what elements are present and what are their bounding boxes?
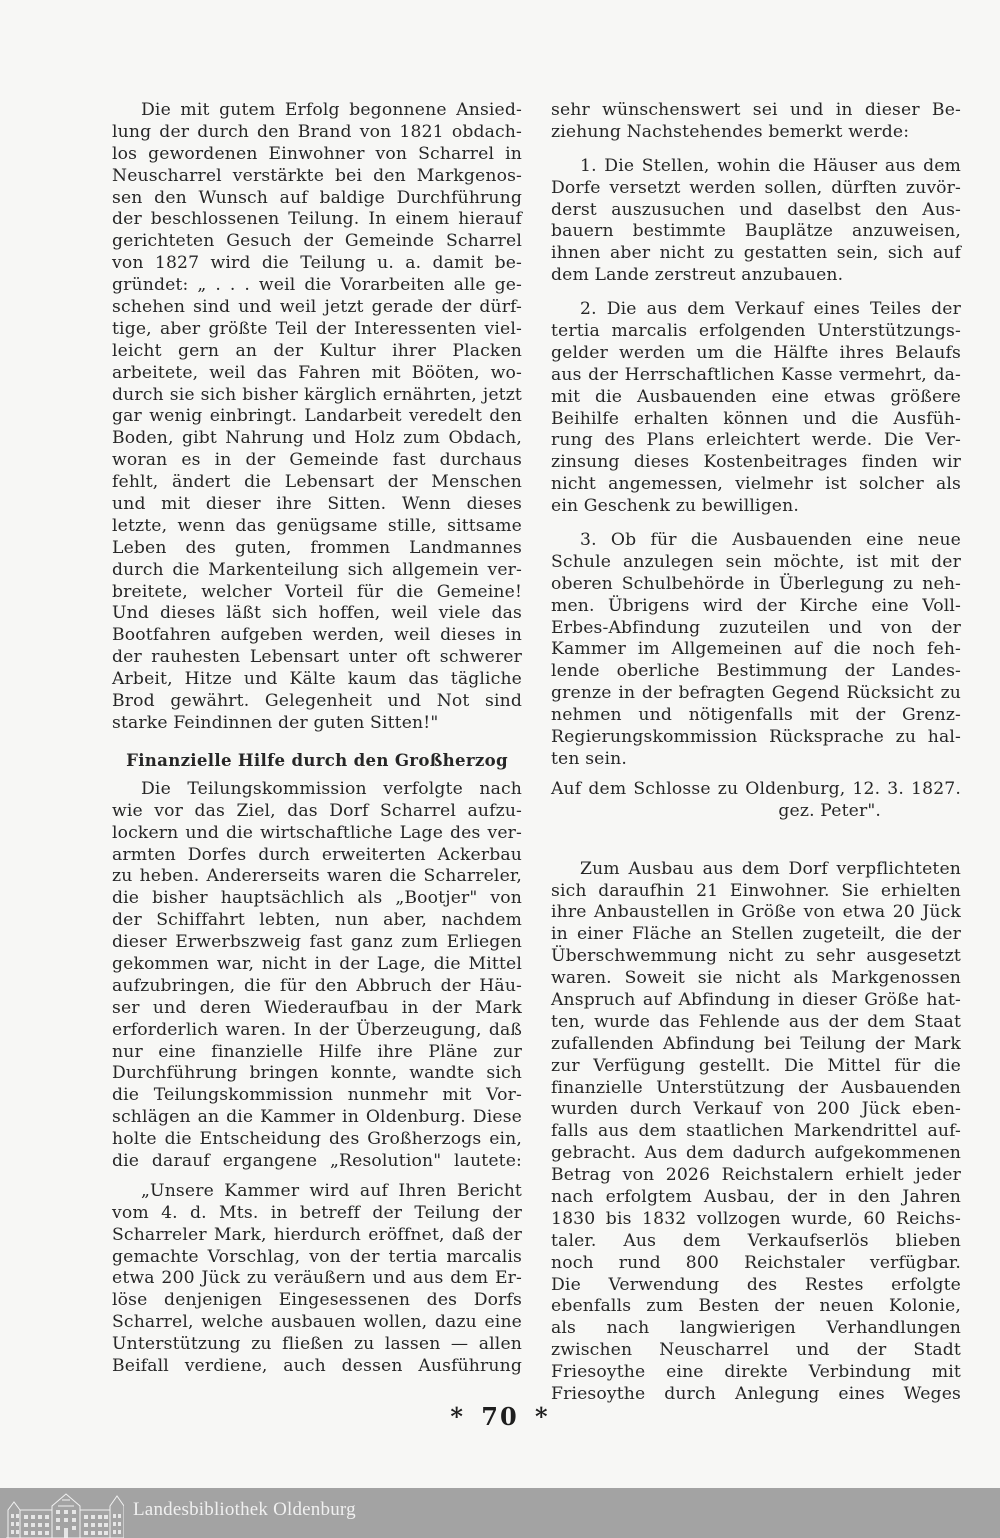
text-line: zwischen Neuscharrel und der Stadt <box>551 1340 961 1361</box>
text-line: „Unsere Kammer wird auf Ihren Bericht <box>141 1180 522 1201</box>
text-line: der rauhesten Lebensart unter oft schwerer <box>112 647 522 668</box>
place-date-line: Auf dem Schlosse zu Oldenburg, 12. 3. 1827. <box>551 778 961 799</box>
page-number: * 70 * <box>450 1402 550 1431</box>
right-column <box>551 100 961 1406</box>
text-line: gekommen war, nicht in der Lage, die Mittel <box>112 953 522 974</box>
text-line: vom 4. d. Mts. in betreff der Teilung der <box>112 1202 522 1223</box>
text-line: noch rund 800 Reichstaler verfügbar. <box>551 1252 961 1273</box>
text-line: bauern bestimmte Bauplätze anzuweisen, <box>551 221 961 242</box>
text-line: dieser Erwerbszweig fast ganz zum Erliegen <box>112 932 522 953</box>
text-line: leicht gern an der Kultur ihrer Placken <box>112 340 522 361</box>
text-line: schlägen an die Kammer in Oldenburg. Diese <box>112 1107 522 1128</box>
text-line: gerichteten Gesuch der Gemeinde Scharrel <box>112 231 522 252</box>
text-line: tertia marcalis erfolgenden Unterstützungs- <box>551 321 961 342</box>
text-line: ein Geschenk zu bewilligen. <box>551 496 799 517</box>
text-line: schehen sind und weil jetzt gerade der dürf- <box>112 297 522 318</box>
text-line: men. Übrigens wird der Kirche eine Voll- <box>551 595 961 616</box>
text-line: aufzubringen, die für den Abbruch der Häu- <box>112 975 522 996</box>
text-line: lung der durch den Brand von 1821 obdach- <box>112 121 522 142</box>
text-line: Durchführung bringen konnte, wandte sich <box>112 1063 522 1084</box>
text-line: aus der Herrschaftlichen Kasse vermehrt, da- <box>551 364 961 385</box>
text-line: gar wenig einbringt. Landarbeit veredelt den <box>112 406 522 427</box>
text-line: die bisher hauptsächlich als „Bootjer" von <box>112 888 522 909</box>
text-line: 1. Die Stellen, wohin die Häuser aus dem <box>580 155 961 176</box>
text-line: Erbes-Abfindung zuzuteilen und von der <box>551 617 961 638</box>
text-line: gebracht. Aus dem dadurch aufgekommenen <box>551 1143 961 1164</box>
text-line: Leben des guten, frommen Landmannes <box>112 537 522 558</box>
text-line: Unterstützung zu fließen zu lassen — allen <box>112 1334 522 1355</box>
text-line: Die Teilungskommission verfolgte nach <box>141 778 522 799</box>
text-line: Die Verwendung des Restes erfolgte <box>551 1274 961 1295</box>
text-line: taler. Aus dem Verkaufserlös blieben <box>551 1230 961 1251</box>
text-line: nur eine finanzielle Hilfe ihre Pläne zur <box>112 1041 522 1062</box>
text-line: nehmen und nötigenfalls mit der Grenz- <box>551 705 961 726</box>
text-line: der Schiffahrt lebten, nun aber, nachdem <box>112 910 522 931</box>
text-line: nicht angemessen, vielmehr ist solcher als <box>551 474 961 495</box>
text-line: rung des Plans erleichtert werde. Die Ver- <box>551 430 961 451</box>
text-line: ihre Anbaustellen in Größe von etwa 20 Jück <box>551 902 961 923</box>
text-line: ebenfalls zum Besten der neuen Kolonie, <box>551 1296 961 1317</box>
text-line: Friesoythe durch Anlegung eines Weges <box>551 1383 961 1404</box>
text-line: derst auszusuchen und daselbst den Aus- <box>551 199 961 220</box>
paragraph <box>551 100 961 144</box>
text-line: Die mit gutem Erfolg begonnene Ansied- <box>141 100 522 120</box>
text-line: ser und deren Wiederaufbau in der Mark <box>112 997 522 1018</box>
signature-line: gez. Peter". <box>778 800 881 821</box>
text-line: Scharreler Mark, hierdurch eröffnet, daß der <box>112 1224 522 1245</box>
text-line: durch sie sich bisher kärglich ernährten, jetzt <box>112 384 522 405</box>
text-line: letzte, wenn das genügsame stille, sittsame <box>112 515 522 536</box>
text-line: finanzielle Unterstützung der Ausbauenden <box>551 1077 961 1098</box>
text-line: tige, aber größte Teil der Interessenten viel- <box>112 318 522 339</box>
text-line: woran es in der Gemeinde fast durchaus <box>112 450 522 471</box>
list-item-1 <box>551 156 961 287</box>
quote-paragraph <box>112 1181 522 1378</box>
text-line: waren. Soweit sie nicht als Markgenossen <box>551 968 961 989</box>
text-line: lockern und die wirtschaftliche Lage des ver- <box>112 822 522 843</box>
text-line: von 1827 wird die Teilung u. a. damit be- <box>112 253 522 274</box>
text-line: Beifall verdiene, auch dessen Ausführung <box>112 1355 522 1376</box>
text-line: arbeitete, weil das Fahren mit Bööten, wo- <box>112 362 522 383</box>
text-line: Boden, gibt Nahrung und Holz zum Obdach, <box>112 428 522 449</box>
text-line: ten sein. <box>551 748 627 769</box>
text-line: zinsung dieses Kostenbeitrages finden wir <box>551 452 961 473</box>
text-line: dem Lande zerstreut anzubauen. <box>551 265 844 286</box>
text-line: zufallenden Abfindung bei Teilung der Mark <box>551 1033 961 1054</box>
text-line: Bootfahren aufgeben werden, weil dieses in <box>112 625 522 646</box>
text-line: Scharrel, welche ausbauen wollen, dazu eine <box>112 1312 522 1333</box>
text-line: sehr wünschenswert sei und in dieser Be- <box>551 100 961 120</box>
footer-bar <box>0 1488 1000 1538</box>
text-line: los gewordenen Einwohner von Scharrel in <box>112 143 522 164</box>
left-column <box>112 100 522 1378</box>
text-line: gelder werden um die Hälfte ihres Belaufs <box>551 342 961 363</box>
text-line: ten, wurde das Fehlende aus der dem Staat <box>551 1011 961 1032</box>
text-line: als nach langwierigen Verhandlungen <box>551 1318 961 1339</box>
text-line: lende oberliche Bestimmung der Landes- <box>551 661 961 682</box>
text-line: ihnen aber nicht zu gestatten sein, sich auf <box>551 243 961 264</box>
text-line: 1830 bis 1832 vollzogen wurde, 60 Reichs- <box>551 1208 961 1229</box>
text-line: ziehung Nachstehendes bemerkt werde: <box>551 121 910 142</box>
text-line: holte die Entscheidung des Großherzogs ein, <box>112 1129 522 1150</box>
text-line: der beschlossenen Teilung. In einem hierauf <box>112 209 522 230</box>
text-line: Neuscharrel verstärkte bei den Markgenos- <box>112 165 522 186</box>
text-line: gemachte Vorschlag, von der tertia marcalis <box>112 1246 522 1267</box>
list-item-3 <box>551 530 961 771</box>
text-line: und mit dieser ihre Sitten. Wenn dieses <box>112 494 522 515</box>
text-line: Schule anzulegen sein möchte, ist mit der <box>551 551 961 572</box>
text-line: oberen Schulbehörde in Überlegung zu neh- <box>551 573 961 594</box>
spacer <box>551 518 961 530</box>
text-line: etwa 200 Jück zu veräußern und aus dem Er- <box>112 1268 522 1289</box>
paragraph <box>112 100 522 735</box>
text-line: löse denjenigen Eingesessenen des Dorfs <box>112 1290 522 1311</box>
paragraph <box>551 859 961 1406</box>
text-line: mit die Ausbauenden eine etwas größere <box>551 386 961 407</box>
text-line: zur Verfügung gestellt. Die Mittel für die <box>551 1055 961 1076</box>
text-line: Brod gewährt. Gelegenheit und Not sind <box>112 691 522 712</box>
text-line: nach erfolgtem Ausbau, der in den Jahren <box>551 1186 961 1207</box>
spacer <box>112 1173 522 1181</box>
text-line: Regierungskommission Rücksprache zu hal- <box>551 727 961 748</box>
text-line: gründet: „ . . . weil die Vorarbeiten alle ge- <box>112 275 522 296</box>
text-line: armten Dorfes durch erweiterten Ackerbau <box>112 844 522 865</box>
text-line: die darauf ergangene „Resolution" lautete: <box>112 1150 522 1171</box>
text-line: sich daraufhin 21 Einwohner. Sie erhielten <box>551 880 961 901</box>
text-line: in einer Fläche an Stellen zugeteilt, die der <box>551 924 961 945</box>
paragraph <box>112 779 522 1173</box>
text-line: falls aus dem staatlichen Markendrittel auf- <box>551 1121 961 1142</box>
text-line: starke Feindinnen der guten Sitten!" <box>112 712 439 733</box>
text-line: sen den Wunsch auf baldige Durchführung <box>112 187 522 208</box>
text-line: Kammer im Allgemeinen auf die noch feh- <box>551 639 961 660</box>
text-line: fehlt, ändert die Lebensart der Menschen <box>112 472 522 493</box>
text-line: breitete, welcher Vorteil für die Gemeine! <box>112 581 522 602</box>
text-line: wurden durch Verkauf von 200 Jück eben- <box>551 1099 961 1120</box>
text-line: Arbeit, Hitze und Kälte kaum das tägliche <box>112 669 522 690</box>
text-line: Anspruch auf Abfindung in dieser Größe hat- <box>551 989 961 1010</box>
text-line: Betrag von 2026 Reichstalern erhielt jeder <box>551 1165 961 1186</box>
spacer <box>551 144 961 156</box>
text-line: Und dieses läßt sich hoffen, weil viele das <box>112 603 522 624</box>
text-line: durch die Markenteilung sich allgemein ver- <box>112 559 522 580</box>
text-line: wie vor das Ziel, das Dorf Scharrel aufzu- <box>112 800 522 821</box>
text-line: erforderlich waren. In der Überzeugung, daß <box>112 1019 522 1040</box>
list-item-2 <box>551 299 961 518</box>
section-heading: Finanzielle Hilfe durch den Großherzog <box>126 749 508 770</box>
text-line: zu heben. Andererseits waren die Scharreler, <box>112 866 522 887</box>
text-line: Dorfe versetzt werden sollen, dürften zuvör- <box>551 177 961 198</box>
spacer <box>551 287 961 299</box>
institution-name: Landesbibliothek Oldenburg <box>133 1499 356 1520</box>
text-line: Zum Ausbau aus dem Dorf verpflichteten <box>580 858 961 879</box>
text-line: Beihilfe erhalten können und die Ausfüh- <box>551 408 961 429</box>
spacer <box>551 771 961 779</box>
text-line: Überschwemmung nicht zu sehr ausgesetzt <box>551 946 961 967</box>
library-building-icon <box>6 1488 124 1538</box>
text-line: 2. Die aus dem Verkauf eines Teiles der <box>580 299 961 320</box>
text-line: 3. Ob für die Ausbauenden eine neue <box>580 530 961 551</box>
text-line: Friesoythe eine direkte Verbindung mit <box>551 1362 961 1383</box>
spacer <box>551 823 961 859</box>
text-line: grenze in der befragten Gegend Rücksicht zu <box>551 683 961 704</box>
text-line: die Teilungskommission nunmehr mit Vor- <box>112 1085 522 1106</box>
